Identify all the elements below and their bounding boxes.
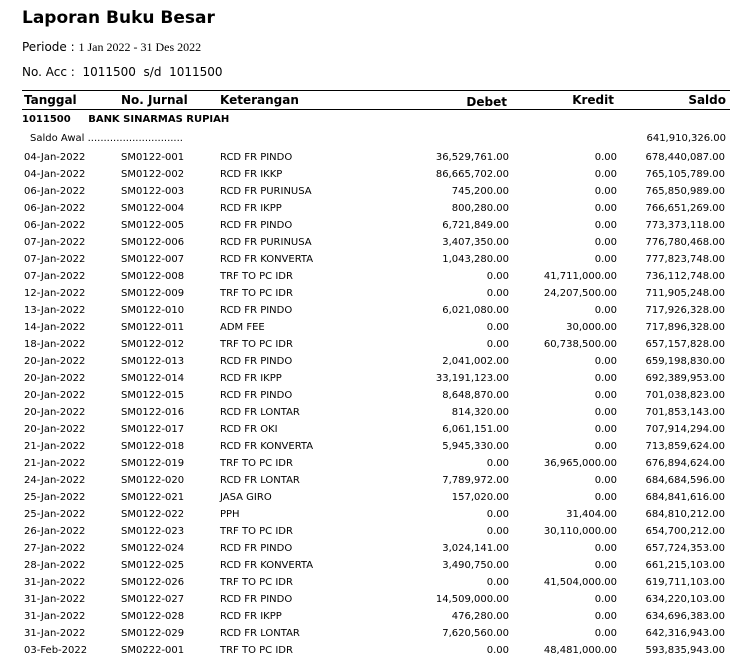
row-debet: 0.00: [486, 577, 509, 588]
report-title: Laporan Buku Besar: [22, 8, 215, 28]
row-debet: 7,620,560.00: [442, 628, 509, 639]
account-code: 1011500: [22, 114, 71, 125]
row-description: RCD FR PURINUSA: [220, 237, 312, 248]
row-journal-no: SM0122-020: [121, 475, 185, 486]
row-kredit: 0.00: [594, 492, 617, 503]
period-label: Periode :: [22, 40, 75, 54]
row-journal-no: SM0122-022: [121, 509, 185, 520]
row-description: RCD FR PINDO: [220, 594, 293, 605]
row-saldo: 657,724,353.00: [645, 543, 725, 554]
row-journal-no: SM0122-011: [121, 322, 185, 333]
row-debet: 0.00: [486, 526, 509, 537]
row-kredit: 60,738,500.00: [543, 339, 617, 350]
row-journal-no: SM0122-026: [121, 577, 185, 588]
row-debet: 36,529,761.00: [435, 152, 509, 163]
row-kredit: 0.00: [594, 373, 617, 384]
row-saldo: 765,850,989.00: [645, 186, 725, 197]
header-kredit: Kredit: [572, 93, 614, 107]
row-date: 20-Jan-2022: [24, 407, 86, 418]
row-journal-no: SM0122-010: [121, 305, 185, 316]
row-date: 20-Jan-2022: [24, 356, 86, 367]
table-row: [22, 302, 730, 319]
row-description: RCD FR PINDO: [220, 356, 293, 367]
period-line: [22, 40, 201, 55]
header-debet: Debet: [466, 95, 507, 109]
row-saldo: 678,440,087.00: [645, 152, 725, 163]
row-kredit: 0.00: [594, 407, 617, 418]
row-date: 07-Jan-2022: [24, 254, 86, 265]
table-row: [22, 336, 730, 353]
row-kredit: 0.00: [594, 356, 617, 367]
row-date: 04-Jan-2022: [24, 169, 86, 180]
table-row: [22, 149, 730, 166]
opening-balance-amount: 641,910,326.00: [646, 133, 726, 144]
table-row: [22, 200, 730, 217]
row-kredit: 0.00: [594, 305, 617, 316]
row-debet: 745,200.00: [451, 186, 509, 197]
row-date: 06-Jan-2022: [24, 203, 86, 214]
table-row: [22, 540, 730, 557]
row-saldo: 736,112,748.00: [645, 271, 725, 282]
table-row: [22, 183, 730, 200]
row-date: 07-Jan-2022: [24, 271, 86, 282]
row-kredit: 24,207,500.00: [543, 288, 617, 299]
row-description: RCD FR KONVERTA: [220, 441, 314, 452]
row-journal-no: SM0122-025: [121, 560, 185, 571]
row-description: PPH: [220, 509, 240, 520]
row-journal-no: SM0122-029: [121, 628, 185, 639]
row-kredit: 0.00: [594, 220, 617, 231]
row-debet: 0.00: [486, 509, 509, 520]
row-description: TRF TO PC IDR: [220, 577, 293, 588]
row-date: 18-Jan-2022: [24, 339, 86, 350]
row-journal-no: SM0122-017: [121, 424, 185, 435]
row-date: 04-Jan-2022: [24, 152, 86, 163]
table-row: [22, 421, 730, 438]
row-date: 06-Jan-2022: [24, 186, 86, 197]
row-debet: 86,665,702.00: [435, 169, 509, 180]
row-debet: 6,061,151.00: [442, 424, 509, 435]
row-description: RCD FR IKPP: [220, 611, 282, 622]
account-range-from: 1011500: [82, 65, 136, 79]
row-date: 13-Jan-2022: [24, 305, 86, 316]
row-debet: 33,191,123.00: [435, 373, 509, 384]
row-journal-no: SM0122-028: [121, 611, 185, 622]
row-debet: 814,320.00: [451, 407, 509, 418]
row-date: 21-Jan-2022: [24, 441, 86, 452]
row-kredit: 0.00: [594, 237, 617, 248]
table-row: [22, 268, 730, 285]
row-description: TRF TO PC IDR: [220, 271, 293, 282]
table-row: [22, 557, 730, 574]
table-row: [22, 523, 730, 540]
row-saldo: 684,810,212.00: [645, 509, 725, 520]
row-journal-no: SM0122-016: [121, 407, 185, 418]
row-debet: 800,280.00: [451, 203, 509, 214]
table-row: [22, 438, 730, 455]
row-journal-no: SM0122-023: [121, 526, 185, 537]
table-row: [22, 387, 730, 404]
row-kredit: 0.00: [594, 628, 617, 639]
row-debet: 0.00: [486, 645, 509, 656]
row-saldo: 713,859,624.00: [645, 441, 725, 452]
row-saldo: 701,853,143.00: [645, 407, 725, 418]
row-kredit: 48,481,000.00: [543, 645, 617, 656]
row-journal-no: SM0122-024: [121, 543, 185, 554]
table-row: [22, 506, 730, 523]
row-description: RCD FR PINDO: [220, 390, 293, 401]
table-row: [22, 353, 730, 370]
table-row: [22, 608, 730, 625]
row-journal-no: SM0122-003: [121, 186, 185, 197]
period-value: 1 Jan 2022 - 31 Des 2022: [78, 40, 202, 54]
row-kredit: 31,404.00: [566, 509, 617, 520]
table-row: [22, 591, 730, 608]
row-debet: 157,020.00: [451, 492, 509, 503]
row-debet: 6,721,849.00: [442, 220, 509, 231]
table-row: [22, 489, 730, 506]
row-saldo: 634,220,103.00: [645, 594, 725, 605]
row-journal-no: SM0122-019: [121, 458, 185, 469]
row-description: RCD FR PINDO: [220, 543, 293, 554]
table-row: [22, 472, 730, 489]
ledger-rows: [22, 149, 730, 659]
row-date: 03-Feb-2022: [24, 645, 88, 656]
row-description: RCD FR PINDO: [220, 220, 293, 231]
table-row: [22, 574, 730, 591]
row-date: 20-Jan-2022: [24, 373, 86, 384]
row-kredit: 0.00: [594, 152, 617, 163]
row-kredit: 0.00: [594, 169, 617, 180]
row-saldo: 659,198,830.00: [645, 356, 725, 367]
row-saldo: 634,696,383.00: [645, 611, 725, 622]
row-saldo: 707,914,294.00: [645, 424, 725, 435]
row-saldo: 776,780,468.00: [645, 237, 725, 248]
row-description: RCD FR LONTAR: [220, 407, 300, 418]
row-date: 07-Jan-2022: [24, 237, 86, 248]
row-journal-no: SM0122-002: [121, 169, 185, 180]
table-row: [22, 166, 730, 183]
row-date: 24-Jan-2022: [24, 475, 86, 486]
row-saldo: 777,823,748.00: [645, 254, 725, 265]
row-date: 06-Jan-2022: [24, 220, 86, 231]
row-date: 31-Jan-2022: [24, 628, 86, 639]
account-range-label: No. Acc :: [22, 65, 75, 79]
row-debet: 0.00: [486, 288, 509, 299]
table-row: [22, 234, 730, 251]
table-row: [22, 404, 730, 421]
row-date: 28-Jan-2022: [24, 560, 86, 571]
table-row: [22, 251, 730, 268]
row-kredit: 0.00: [594, 424, 617, 435]
row-date: 21-Jan-2022: [24, 458, 86, 469]
row-debet: 2,041,002.00: [442, 356, 509, 367]
row-date: 31-Jan-2022: [24, 577, 86, 588]
row-saldo: 701,038,823.00: [645, 390, 725, 401]
row-kredit: 0.00: [594, 203, 617, 214]
account-range-line: [22, 65, 223, 79]
table-row: [22, 217, 730, 234]
row-description: JASA GIRO: [220, 492, 272, 503]
row-debet: 0.00: [486, 339, 509, 350]
row-saldo: 661,215,103.00: [645, 560, 725, 571]
row-journal-no: SM0122-021: [121, 492, 185, 503]
row-kredit: 41,711,000.00: [543, 271, 617, 282]
row-saldo: 684,841,616.00: [645, 492, 725, 503]
row-saldo: 765,105,789.00: [645, 169, 725, 180]
row-debet: 6,021,080.00: [442, 305, 509, 316]
row-debet: 0.00: [486, 458, 509, 469]
row-journal-no: SM0122-015: [121, 390, 185, 401]
row-description: RCD FR IKPP: [220, 203, 282, 214]
row-debet: 3,407,350.00: [442, 237, 509, 248]
row-debet: 3,024,141.00: [442, 543, 509, 554]
row-kredit: 36,965,000.00: [543, 458, 617, 469]
row-saldo: 642,316,943.00: [645, 628, 725, 639]
row-kredit: 0.00: [594, 594, 617, 605]
row-kredit: 0.00: [594, 254, 617, 265]
row-kredit: 0.00: [594, 560, 617, 571]
row-description: RCD FR KONVERTA: [220, 254, 314, 265]
row-debet: 0.00: [486, 322, 509, 333]
header-tanggal: Tanggal: [24, 93, 77, 107]
row-saldo: 657,157,828.00: [645, 339, 725, 350]
row-date: 27-Jan-2022: [24, 543, 86, 554]
table-row: [22, 455, 730, 472]
row-description: TRF TO PC IDR: [220, 458, 293, 469]
row-kredit: 0.00: [594, 543, 617, 554]
row-journal-no: SM0122-018: [121, 441, 185, 452]
row-journal-no: SM0122-005: [121, 220, 185, 231]
row-debet: 476,280.00: [451, 611, 509, 622]
row-description: TRF TO PC IDR: [220, 339, 293, 350]
table-header: [22, 90, 730, 110]
row-date: 20-Jan-2022: [24, 424, 86, 435]
row-kredit: 30,000.00: [566, 322, 617, 333]
row-debet: 7,789,972.00: [442, 475, 509, 486]
header-keterangan: Keterangan: [220, 93, 299, 107]
table-row: [22, 625, 730, 642]
row-description: RCD FR PINDO: [220, 152, 293, 163]
row-journal-no: SM0122-014: [121, 373, 185, 384]
row-saldo: 676,894,624.00: [645, 458, 725, 469]
account-range-to: 1011500: [169, 65, 223, 79]
row-kredit: 0.00: [594, 390, 617, 401]
table-row: [22, 319, 730, 336]
row-saldo: 684,684,596.00: [645, 475, 725, 486]
row-journal-no: SM0122-001: [121, 152, 185, 163]
row-date: 20-Jan-2022: [24, 390, 86, 401]
row-saldo: 717,926,328.00: [645, 305, 725, 316]
row-date: 12-Jan-2022: [24, 288, 86, 299]
row-description: RCD FR IKKP: [220, 169, 283, 180]
row-date: 31-Jan-2022: [24, 611, 86, 622]
row-saldo: 619,711,103.00: [645, 577, 725, 588]
row-date: 26-Jan-2022: [24, 526, 86, 537]
row-date: 14-Jan-2022: [24, 322, 86, 333]
row-debet: 8,648,870.00: [442, 390, 509, 401]
row-description: TRF TO PC IDR: [220, 526, 293, 537]
row-journal-no: SM0222-001: [121, 645, 185, 656]
row-journal-no: SM0122-009: [121, 288, 185, 299]
row-journal-no: SM0122-027: [121, 594, 185, 605]
row-debet: 3,490,750.00: [442, 560, 509, 571]
row-saldo: 654,700,212.00: [645, 526, 725, 537]
account-range-separator: s/d: [143, 65, 162, 79]
row-description: RCD FR KONVERTA: [220, 560, 314, 571]
row-description: TRF TO PC IDR: [220, 288, 293, 299]
row-date: 25-Jan-2022: [24, 492, 86, 503]
row-journal-no: SM0122-007: [121, 254, 185, 265]
row-saldo: 711,905,248.00: [645, 288, 725, 299]
row-debet: 5,945,330.00: [442, 441, 509, 452]
row-journal-no: SM0122-008: [121, 271, 185, 282]
row-description: RCD FR OKI: [220, 424, 278, 435]
row-saldo: 766,651,269.00: [645, 203, 725, 214]
row-kredit: 41,504,000.00: [543, 577, 617, 588]
row-journal-no: SM0122-004: [121, 203, 185, 214]
row-saldo: 692,389,953.00: [645, 373, 725, 384]
row-journal-no: SM0122-013: [121, 356, 185, 367]
row-debet: 0.00: [486, 271, 509, 282]
row-saldo: 773,373,118.00: [645, 220, 725, 231]
row-journal-no: SM0122-012: [121, 339, 185, 350]
row-debet: 1,043,280.00: [442, 254, 509, 265]
row-kredit: 0.00: [594, 611, 617, 622]
table-row: [22, 285, 730, 302]
row-journal-no: SM0122-006: [121, 237, 185, 248]
opening-balance-label: Saldo Awal ..............................: [30, 133, 183, 144]
row-description: RCD FR IKPP: [220, 373, 282, 384]
table-row: [22, 370, 730, 387]
row-kredit: 0.00: [594, 441, 617, 452]
row-date: 31-Jan-2022: [24, 594, 86, 605]
row-date: 25-Jan-2022: [24, 509, 86, 520]
row-description: RCD FR LONTAR: [220, 628, 300, 639]
row-kredit: 0.00: [594, 475, 617, 486]
row-description: RCD FR PINDO: [220, 305, 293, 316]
row-description: RCD FR PURINUSA: [220, 186, 312, 197]
table-row: [22, 642, 730, 659]
header-saldo: Saldo: [688, 93, 726, 107]
row-kredit: 0.00: [594, 186, 617, 197]
row-description: ADM FEE: [220, 322, 265, 333]
account-name: BANK SINARMAS RUPIAH: [88, 114, 230, 125]
row-description: TRF TO PC IDR: [220, 645, 293, 656]
row-kredit: 30,110,000.00: [543, 526, 617, 537]
account-heading: [22, 114, 229, 125]
header-jurnal: No. Jurnal: [121, 93, 188, 107]
row-saldo: 593,835,943.00: [645, 645, 725, 656]
row-debet: 14,509,000.00: [435, 594, 509, 605]
row-description: RCD FR LONTAR: [220, 475, 300, 486]
row-saldo: 717,896,328.00: [645, 322, 725, 333]
